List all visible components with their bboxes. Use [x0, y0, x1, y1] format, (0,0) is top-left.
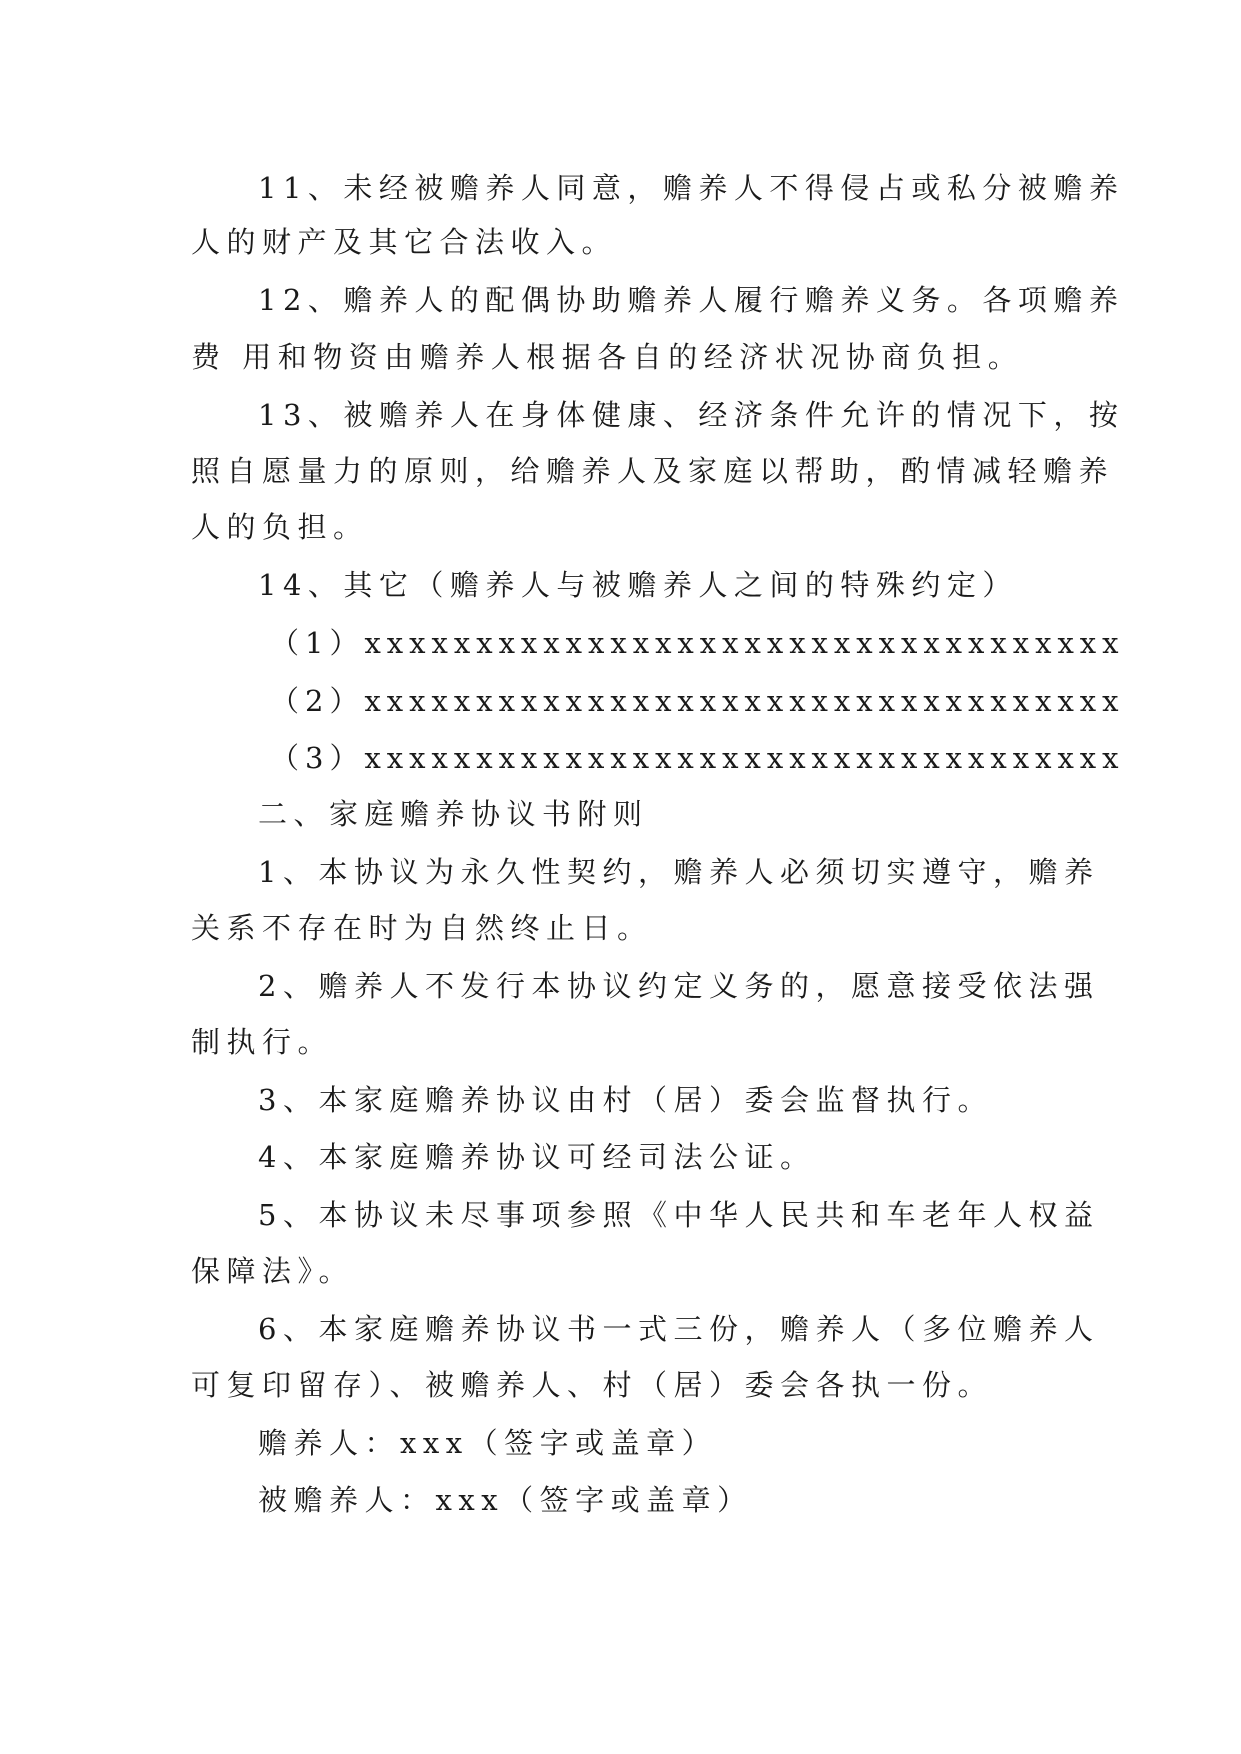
appendix-3: 3、本家庭赡养协议由村（居）委会监督执行。: [258, 1083, 993, 1117]
clause-13-line-1: 13、被赡养人在身体健康、经济条件允许的情况下，按: [258, 398, 1125, 432]
appendix-5-line-2: 保障法》。: [191, 1254, 355, 1288]
appendix-5-line-1: 5、本协议未尽事项参照《中华人民共和车老年人权益: [258, 1198, 1100, 1232]
special-term-2: （2）xxxxxxxxxxxxxxxxxxxxxxxxxxxxxxxxxx: [270, 684, 1125, 718]
appendix-1-line-1: 1、本协议为永久性契约，赡养人必须切实遵守，赡养: [258, 855, 1100, 889]
appendix-6-line-1: 6、本家庭赡养协议书一式三份，赡养人（多位赡养人: [258, 1312, 1100, 1346]
signature-supporter: 赡养人：xxx（签字或盖章）: [258, 1426, 718, 1460]
clause-11-line-2: 人的财产及其它合法收入。: [191, 225, 618, 259]
clause-12-line-2: 费 用和物资由赡养人根据各自的经济状况协商负担。: [191, 340, 1024, 374]
clause-13-line-2: 照自愿量力的原则，给赡养人及家庭以帮助，酌情减轻赡养: [191, 454, 1115, 488]
special-term-1: （1）xxxxxxxxxxxxxxxxxxxxxxxxxxxxxxxxxx: [270, 626, 1125, 660]
clause-12-line-1: 12、赡养人的配偶协助赡养人履行赡养义务。各项赡养: [258, 283, 1125, 317]
appendix-2-line-1: 2、赡养人不发行本协议约定义务的，愿意接受依法强: [258, 969, 1100, 1003]
clause-11-line-1: 11、未经被赡养人同意，赡养人不得侵占或私分被赡养: [258, 171, 1125, 205]
appendix-2-line-2: 制执行。: [191, 1025, 334, 1059]
special-term-3: （3）xxxxxxxxxxxxxxxxxxxxxxxxxxxxxxxxxx: [270, 741, 1125, 775]
appendix-6-line-2: 可复印留存）、被赡养人、村（居）委会各执一份。: [191, 1368, 994, 1402]
clause-14-heading: 14、其它（赡养人与被赡养人之间的特殊约定）: [258, 568, 1018, 602]
section-heading-appendix: 二、家庭赡养协议书附则: [258, 797, 649, 831]
signature-supported: 被赡养人：xxx（签字或盖章）: [258, 1483, 753, 1517]
appendix-4: 4、本家庭赡养协议可经司法公证。: [258, 1140, 816, 1174]
clause-13-line-3: 人的负担。: [191, 510, 369, 544]
appendix-1-line-2: 关系不存在时为自然终止日。: [191, 911, 653, 945]
